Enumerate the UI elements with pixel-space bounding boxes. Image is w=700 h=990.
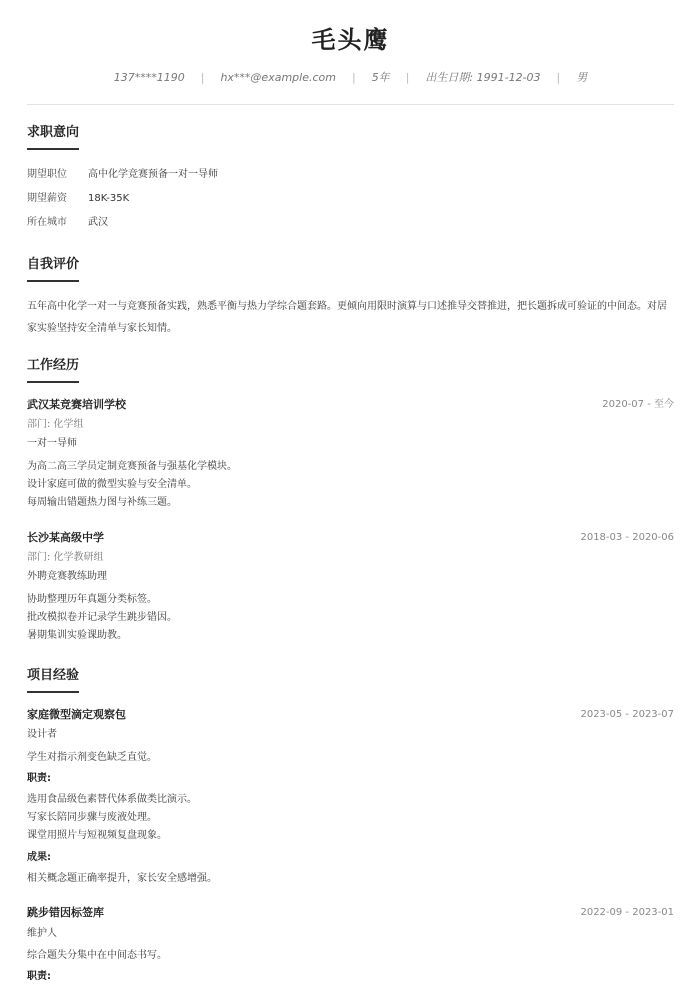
work-bullet: 协助整理历年真题分类标签。 [27, 594, 157, 605]
section-underline [27, 691, 79, 693]
project-date: 2022-09 - 2023-01 [580, 907, 674, 918]
section-title-work: 工作经历 [27, 358, 80, 373]
section-title-intent: 求职意向 [27, 125, 80, 140]
work-dept: 部门: 化学组 [27, 419, 84, 430]
gender-text: 男 [576, 71, 588, 84]
phone-text: 137****1190 [113, 71, 185, 84]
birth-date-text: 出生日期: 1991-12-03 [425, 71, 541, 84]
intent-value: 武汉 [88, 217, 108, 228]
intent-label: 期望职位 [27, 169, 67, 180]
work-bullet: 暑期集训实验课助教。 [27, 630, 127, 641]
header-divider [27, 104, 674, 105]
separator: | [351, 71, 356, 84]
work-org: 武汉某竞赛培训学校 [27, 398, 126, 411]
work-org: 长沙某高级中学 [27, 531, 104, 544]
section-title-summary: 自我评价 [27, 257, 80, 272]
work-date: 2018-03 - 2020-06 [580, 532, 674, 543]
duties-label: 职责: [27, 971, 51, 982]
project-role: 维护人 [27, 928, 57, 939]
work-date: 2020-07 - 至今 [602, 399, 674, 410]
work-bullet: 为高二高三学员定制竞赛预备与强基化学模块。 [27, 461, 237, 472]
results-label: 成果: [27, 852, 51, 863]
contact-line [27, 70, 674, 86]
project-name: 家庭微型滴定观察包 [27, 708, 126, 721]
separator: | [405, 71, 410, 84]
project-duty: 写家长陪同步骤与废液处理。 [27, 812, 157, 823]
project-result: 相关概念题正确率提升，家长安全感增强。 [27, 873, 217, 884]
section-underline [27, 381, 79, 383]
work-bullet: 每周输出错题热力图与补练三题。 [27, 497, 177, 508]
project-name: 跳步错因标签库 [27, 906, 104, 919]
intent-label: 期望薪资 [27, 193, 67, 204]
project-description: 学生对指示剂变色缺乏直觉。 [27, 752, 157, 763]
summary-text: 五年高中化学一对一与竞赛预备实践，熟悉平衡与热力学综合题套路。更倾向用限时演算与口述推导交替推进，把长题拆成可验证的中间态。对居家实验坚持安全清单与家长知情。 [27, 301, 667, 334]
experience-text: 5年 [371, 71, 390, 84]
project-duty: 课堂用照片与短视频复盘现象。 [27, 830, 167, 841]
project-date: 2023-05 - 2023-07 [580, 709, 674, 720]
section-underline [27, 148, 79, 150]
project-duty: 选用食品级色素替代体系做类比演示。 [27, 794, 197, 805]
intent-value: 高中化学竞赛预备一对一导师 [88, 169, 218, 180]
separator: | [200, 71, 205, 84]
candidate-name: 毛头鹰 [311, 26, 390, 54]
separator: | [556, 71, 561, 84]
project-role: 设计者 [27, 729, 57, 740]
work-bullet: 批改模拟卷并记录学生跳步错因。 [27, 612, 177, 623]
duties-label: 职责: [27, 773, 51, 784]
intent-label: 所在城市 [27, 217, 67, 228]
email-text: hx***@example.com [220, 71, 336, 84]
section-title-projects: 项目经验 [27, 668, 80, 683]
intent-value: 18K-35K [88, 193, 130, 204]
project-description: 综合题失分集中在中间态书写。 [27, 950, 167, 961]
work-role: 一对一导师 [27, 438, 77, 449]
work-bullet: 设计家庭可做的微型实验与安全清单。 [27, 479, 197, 490]
section-underline [27, 280, 79, 282]
work-dept: 部门: 化学教研组 [27, 552, 104, 563]
work-role: 外聘竞赛教练助理 [27, 571, 107, 582]
